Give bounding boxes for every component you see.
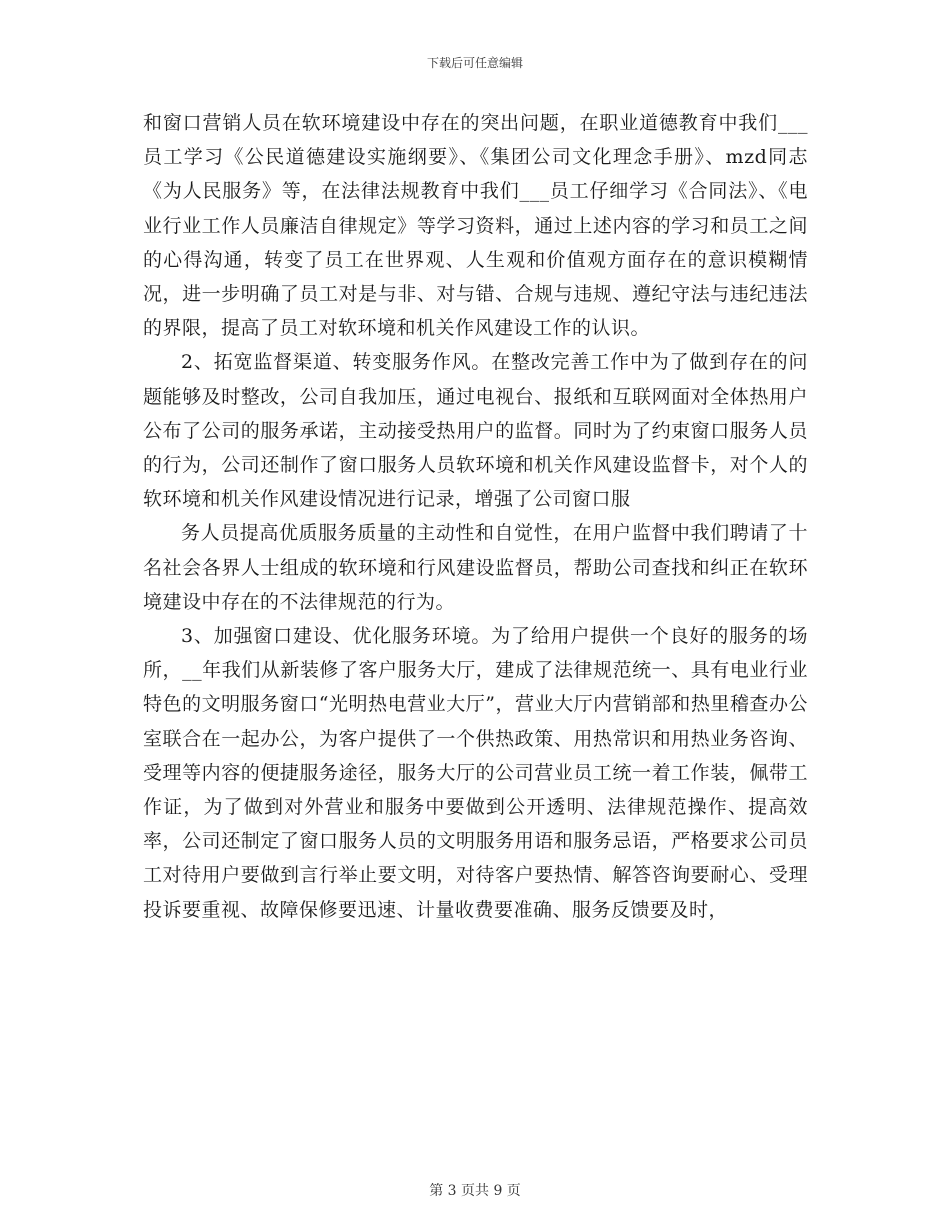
page-header: 下载后可任意编辑	[426, 56, 523, 70]
paragraph-3: 务人员提高优质服务质量的主动性和自觉性，在用户监督中我们聘请了十名社会各界人士组成的软环境和行风建设监督员，帮助公司查找和纠正在软环境建设中存在的不法律规范的行为。	[143, 522, 808, 613]
paragraph-1: 和窗口营销人员在软环境建设中存在的突出问题，在职业道德教育中我们___员工学习《公民道德建设实施纲要》、《集团公司文化理念手册》、mzd同志《为人民服务》等，在法律法规教育中我们___员工仔细学习《合同法》、《电业行业工作人员廉洁自律规定》等学习资料，通过上述内容的学习和员工之间的心得沟通，转变了员工在世界观、人生观和价值观方面存在的意识模糊情况，进一步明确了员工对是与非、对与错、合规与违规、遵纪守法与违纪违法的界限，提高了员工对软环境和机关作风建设工作的认识。	[143, 112, 808, 340]
paragraph-4: 3、加强窗口建设、优化服务环境。为了给用户提供一个良好的服务的场所，__年我们从新装修了客户服务大厅，建成了法律规范统一、具有电业行业特色的文明服务窗口“光明热电营业大厅”，营业大厅内营销部和热里稽查办公室联合在一起办公，为客户提供了一个供热政策、用热常识和用热业务咨询、受理等内容的便捷服务途径，服务大厅的公司营业员工统一着工作装，佩带工作证，为了做到对外营业和服务中要做到公开透明、法律规范操作、提高效率，公司还制定了窗口服务人员的文明服务用语和服务忌语，严格要求公司员工对待用户要做到言行举止要文明，对待客户要热情、解答咨询要耐心、受理投诉要重视、故障保修要迅速、计量收费要准确、服务反馈要及时，	[143, 625, 808, 921]
paragraph-2: 2、拓宽监督渠道、转变服务作风。在整改完善工作中为了做到存在的问题能够及时整改，公司自我加压，通过电视台、报纸和互联网面对全体热用户公布了公司的服务承诺，主动接受热用户的监督。同时为了约束窗口服务人员的行为，公司还制作了窗口服务人员软环境和机关作风建设监督卡，对个人的软环境和机关作风建设情况进行记录，增强了公司窗口服	[143, 351, 808, 511]
document-body	[143, 106, 808, 927]
page-footer: 第 3 页共 9 页	[429, 1183, 521, 1199]
